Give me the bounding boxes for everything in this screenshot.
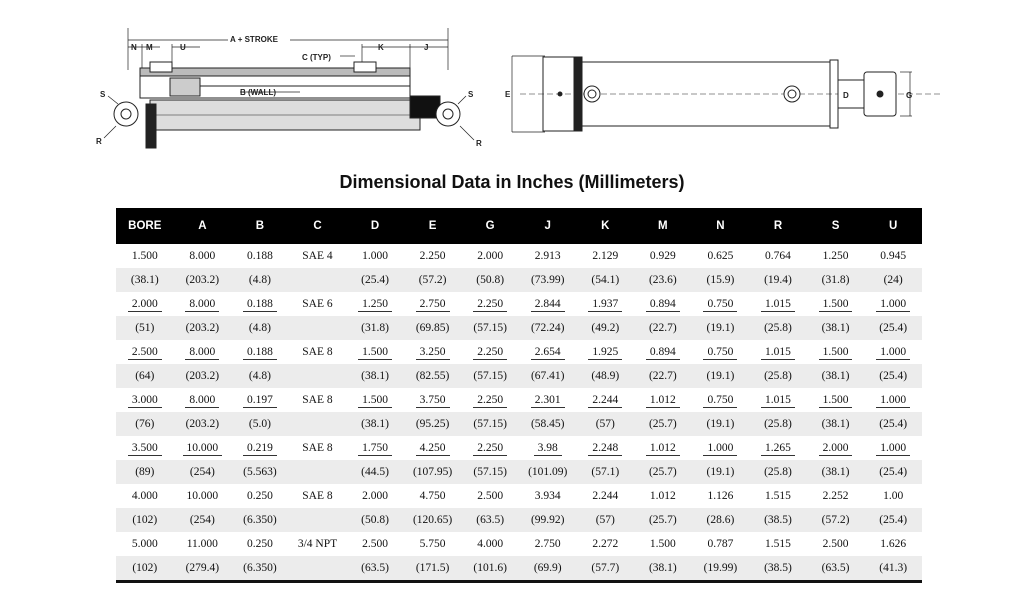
table-cell — [174, 388, 232, 412]
table-cell: (25.7) — [634, 460, 692, 484]
table-cell: (203.2) — [174, 412, 232, 436]
cell-value: 2.244 — [588, 394, 622, 408]
table-cell: (57.2) — [404, 268, 462, 292]
column-header: K — [577, 208, 635, 244]
table-cell: 0.250 — [246, 538, 273, 550]
dimension-table — [116, 208, 922, 583]
table-cell: (4.8) — [231, 268, 289, 292]
table-cell: 1.250 — [822, 250, 849, 262]
table-row — [116, 508, 922, 532]
table-cell: 5.000 — [131, 538, 158, 550]
table-cell: (6.350) — [231, 556, 289, 580]
cell-value: 2.250 — [473, 298, 507, 312]
table-cell — [116, 340, 174, 364]
cell-value: 0.750 — [703, 394, 737, 408]
table-cell — [289, 316, 347, 340]
cell-value: 1.000 — [876, 394, 910, 408]
cylinder-drawings — [0, 0, 1024, 170]
cell-value: 3.000 — [128, 394, 162, 408]
table-cell: (38.5) — [749, 556, 807, 580]
table-cell: (82.55) — [404, 364, 462, 388]
table-row — [116, 340, 922, 364]
table-cell — [116, 388, 174, 412]
table-cell: (5.563) — [231, 460, 289, 484]
table-cell: (254) — [174, 508, 232, 532]
table-cell: 1.515 — [765, 490, 791, 502]
cell-value: 2.301 — [531, 394, 565, 408]
column-header: B — [231, 208, 289, 244]
table-cell: 2.750 — [534, 538, 561, 550]
cell-value: 1.000 — [876, 298, 910, 312]
table-row — [116, 244, 922, 268]
table-cell: 2.250 — [419, 250, 446, 262]
column-header: A — [174, 208, 232, 244]
table-cell: (22.7) — [634, 364, 692, 388]
table-cell: (63.5) — [346, 556, 404, 580]
table-cell — [519, 436, 577, 460]
table-row — [116, 532, 922, 556]
table-cell: 1.626 — [880, 538, 907, 550]
table-cell — [346, 340, 404, 364]
table-row — [116, 292, 922, 316]
table-cell — [346, 388, 404, 412]
table-cell: 10.000 — [186, 490, 219, 502]
g-label: G — [906, 91, 913, 100]
table-cell — [634, 340, 692, 364]
table-cell — [692, 436, 750, 460]
cell-value: 3.750 — [416, 394, 450, 408]
table-cell — [749, 340, 807, 364]
table-cell: (254) — [174, 460, 232, 484]
table-cell: (25.7) — [634, 508, 692, 532]
table-cell: 0.188 — [246, 250, 273, 262]
cell-value: 8.000 — [185, 394, 219, 408]
table-cell: 0.945 — [880, 250, 907, 262]
table-cell: (19.1) — [692, 364, 750, 388]
table-cell — [289, 268, 347, 292]
table-cell: 2.500 — [822, 538, 849, 550]
table-cell: (69.85) — [404, 316, 462, 340]
table-cell: (67.41) — [519, 364, 577, 388]
table-cell: (51) — [116, 316, 174, 340]
table-row — [116, 484, 922, 508]
table-cell: 1.00 — [883, 490, 904, 502]
cell-value: 8.000 — [185, 346, 219, 360]
table-cell: 2.000 — [477, 250, 504, 262]
table-cell: (171.5) — [404, 556, 462, 580]
table-cell: (101.09) — [519, 460, 577, 484]
table-cell: (38.5) — [749, 508, 807, 532]
table-cell — [346, 436, 404, 460]
cell-value: 0.197 — [243, 394, 277, 408]
table-cell: (102) — [116, 556, 174, 580]
table-cell — [807, 436, 865, 460]
table-cell: (57) — [577, 412, 635, 436]
table-cell: (19.99) — [692, 556, 750, 580]
cell-value: 0.188 — [243, 298, 277, 312]
table-cell: SAE 8 — [302, 490, 333, 502]
table-row — [116, 316, 922, 340]
table-cell: (25.4) — [864, 460, 922, 484]
table-cell — [289, 412, 347, 436]
table-cell: (76) — [116, 412, 174, 436]
table-cell: 0.250 — [246, 490, 273, 502]
cell-value: 2.250 — [473, 346, 507, 360]
cell-value: 0.894 — [646, 346, 680, 360]
table-cell — [404, 436, 462, 460]
table-cell: (99.92) — [519, 508, 577, 532]
n-label: N — [131, 43, 137, 52]
table-cell: 2.244 — [592, 490, 619, 502]
cell-value: 2.248 — [588, 442, 622, 456]
table-cell: 2.272 — [592, 538, 619, 550]
column-header: J — [519, 208, 577, 244]
page-title: Dimensional Data in Inches (Millimeters) — [339, 172, 685, 192]
table-cell: 3/4 NPT — [297, 538, 338, 550]
table-cell — [577, 292, 635, 316]
table-cell — [461, 340, 519, 364]
table-cell: (24) — [864, 268, 922, 292]
table-cell: (31.8) — [807, 268, 865, 292]
column-header: M — [634, 208, 692, 244]
cell-value: 0.219 — [243, 442, 277, 456]
table-cell: (38.1) — [346, 364, 404, 388]
table-cell: (57.2) — [807, 508, 865, 532]
table-cell: (64) — [116, 364, 174, 388]
cell-value: 3.500 — [128, 442, 162, 456]
table-cell: 2.252 — [822, 490, 849, 502]
table-cell: (6.350) — [231, 508, 289, 532]
table-cell — [346, 292, 404, 316]
table-cell: (28.6) — [692, 508, 750, 532]
cell-value: 1.015 — [761, 394, 795, 408]
table-cell: (38.1) — [116, 268, 174, 292]
table-cell: (25.4) — [864, 316, 922, 340]
table-cell — [807, 388, 865, 412]
table-cell — [577, 340, 635, 364]
table-cell: (203.2) — [174, 268, 232, 292]
cell-value: 2.500 — [128, 346, 162, 360]
table-cell: (15.9) — [692, 268, 750, 292]
table-row — [116, 388, 922, 412]
column-header: E — [404, 208, 462, 244]
table-cell: (31.8) — [346, 316, 404, 340]
cell-value: 1.000 — [703, 442, 737, 456]
column-header: C — [289, 208, 347, 244]
table-cell: SAE 8 — [302, 442, 333, 454]
cell-value: 0.750 — [703, 298, 737, 312]
table-cell: 2.000 — [362, 490, 388, 502]
table-cell: SAE 6 — [302, 298, 333, 310]
table-cell: (50.8) — [346, 508, 404, 532]
table-cell: 1.500 — [649, 538, 676, 550]
table-cell: 0.625 — [707, 250, 734, 262]
table-cell — [404, 388, 462, 412]
table-cell: (57) — [577, 508, 635, 532]
table-cell — [519, 388, 577, 412]
s-left-label: S — [100, 90, 106, 99]
cell-value: 1.012 — [646, 442, 680, 456]
table-cell — [692, 388, 750, 412]
table-cell: (120.65) — [404, 508, 462, 532]
table-cell: (4.8) — [231, 316, 289, 340]
table-cell: (38.1) — [634, 556, 692, 580]
table-cell: (48.9) — [577, 364, 635, 388]
table-cell: (23.6) — [634, 268, 692, 292]
table-cell: (38.1) — [346, 412, 404, 436]
table-cell: 3.934 — [534, 490, 561, 502]
cell-value: 10.000 — [183, 442, 223, 456]
table-cell — [174, 340, 232, 364]
column-header: D — [346, 208, 404, 244]
c-label: C (TYP) — [302, 53, 331, 62]
outline-view-drawing — [512, 56, 940, 132]
table-cell — [519, 340, 577, 364]
cell-value: 1.015 — [761, 346, 795, 360]
cell-value: 3.98 — [534, 442, 562, 456]
table-cell: 1.000 — [362, 250, 388, 262]
table-cell: 0.764 — [765, 250, 791, 262]
table-cell: (25.8) — [749, 460, 807, 484]
table-cell: SAE 4 — [302, 250, 333, 262]
cell-value: 1.750 — [358, 442, 392, 456]
table-cell: (50.8) — [461, 268, 519, 292]
cell-value: 4.250 — [416, 442, 450, 456]
table-cell: (4.8) — [231, 364, 289, 388]
cell-value: 3.250 — [416, 346, 450, 360]
table-cell — [749, 292, 807, 316]
cell-value: 1.250 — [358, 298, 392, 312]
table-cell — [231, 388, 289, 412]
stroke-label: A + STROKE — [230, 35, 278, 44]
table-cell: 8.000 — [189, 250, 216, 262]
table-cell: (19.1) — [692, 412, 750, 436]
table-cell: (19.1) — [692, 460, 750, 484]
table-row — [116, 268, 922, 292]
cell-value: 1.500 — [358, 346, 392, 360]
table-cell — [519, 292, 577, 316]
table-cell — [692, 340, 750, 364]
table-cell: (58.45) — [519, 412, 577, 436]
table-cell: (25.4) — [864, 364, 922, 388]
table-cell — [864, 388, 922, 412]
table-cell — [289, 364, 347, 388]
table-cell: 4.000 — [477, 538, 504, 550]
table-cell: (102) — [116, 508, 174, 532]
table-cell: (279.4) — [174, 556, 232, 580]
table-cell: (25.4) — [864, 508, 922, 532]
table-cell — [289, 556, 347, 580]
cell-value: 2.000 — [128, 298, 162, 312]
table-cell: (25.4) — [864, 412, 922, 436]
table-cell: 5.750 — [419, 538, 446, 550]
s-right-label: S — [468, 90, 474, 99]
cell-value: 1.500 — [819, 346, 853, 360]
table-cell: (73.99) — [519, 268, 577, 292]
table-cell — [634, 436, 692, 460]
d-label: D — [843, 91, 849, 100]
cell-value: 1.265 — [761, 442, 795, 456]
table-cell: 4.000 — [131, 490, 158, 502]
table-cell: 1.515 — [765, 538, 791, 550]
table-cell: (63.5) — [807, 556, 865, 580]
table-cell — [749, 436, 807, 460]
table-cell: (44.5) — [346, 460, 404, 484]
table-cell: (38.1) — [807, 364, 865, 388]
table-cell: 2.500 — [362, 538, 388, 550]
table-cell: 11.000 — [186, 538, 218, 550]
cell-value: 2.844 — [531, 298, 565, 312]
table-cell: (38.1) — [807, 316, 865, 340]
cell-value: 1.000 — [876, 346, 910, 360]
column-header: BORE — [116, 208, 174, 244]
table-cell: (72.24) — [519, 316, 577, 340]
cell-value: 1.937 — [588, 298, 622, 312]
cell-value: 0.188 — [243, 346, 277, 360]
table-cell — [231, 436, 289, 460]
table-cell — [404, 340, 462, 364]
table-cell: 2.500 — [477, 490, 504, 502]
column-header: U — [864, 208, 922, 244]
table-cell — [404, 292, 462, 316]
table-cell: (69.9) — [519, 556, 577, 580]
cell-value: 1.925 — [588, 346, 622, 360]
cell-value: 1.012 — [646, 394, 680, 408]
table-cell — [461, 388, 519, 412]
cell-value: 1.500 — [819, 394, 853, 408]
column-header: G — [461, 208, 519, 244]
table-cell: 1.126 — [707, 490, 734, 502]
table-cell: (203.2) — [174, 364, 232, 388]
cell-value: 1.015 — [761, 298, 795, 312]
table-cell: (25.4) — [346, 268, 404, 292]
table-cell: (57.15) — [461, 460, 519, 484]
r-left-label: R — [96, 137, 102, 146]
table-cell — [461, 436, 519, 460]
table-cell — [174, 436, 232, 460]
table-cell: (25.8) — [749, 316, 807, 340]
table-cell — [864, 436, 922, 460]
table-cell — [864, 292, 922, 316]
table-cell: 1.012 — [649, 490, 676, 502]
table-cell — [634, 292, 692, 316]
column-header: R — [749, 208, 807, 244]
table-cell — [577, 388, 635, 412]
table-cell: 0.929 — [649, 250, 676, 262]
table-cell: 2.913 — [534, 250, 561, 262]
table-cell: (57.7) — [577, 556, 635, 580]
table-cell — [807, 292, 865, 316]
table-cell: (49.2) — [577, 316, 635, 340]
table-cell: 1.500 — [131, 250, 158, 262]
m-label: M — [146, 43, 153, 52]
table-cell: (57.15) — [461, 316, 519, 340]
table-cell — [116, 436, 174, 460]
table-header-row — [116, 208, 922, 244]
table-cell — [116, 292, 174, 316]
u-label: U — [180, 43, 186, 52]
table-body — [116, 244, 922, 580]
table-cell: 2.129 — [592, 250, 619, 262]
table-cell: (19.4) — [749, 268, 807, 292]
column-header: N — [692, 208, 750, 244]
e-label: E — [505, 90, 511, 99]
table-cell — [692, 292, 750, 316]
cell-value: 1.000 — [876, 442, 910, 456]
cell-value: 2.654 — [531, 346, 565, 360]
table-cell — [807, 340, 865, 364]
table-cell: (57.15) — [461, 412, 519, 436]
table-cell: (41.3) — [864, 556, 922, 580]
table-cell — [577, 436, 635, 460]
table-cell: (107.95) — [404, 460, 462, 484]
table-cell: (38.1) — [807, 460, 865, 484]
table-cell: (5.0) — [231, 412, 289, 436]
table-cell: (25.8) — [749, 364, 807, 388]
table-row — [116, 436, 922, 460]
table-cell: (25.7) — [634, 412, 692, 436]
table-cell: (38.1) — [807, 412, 865, 436]
table-cell: (22.7) — [634, 316, 692, 340]
k-label: K — [378, 43, 384, 52]
table-cell — [749, 388, 807, 412]
table-cell: (95.25) — [404, 412, 462, 436]
table-cell: (89) — [116, 460, 174, 484]
table-cell — [174, 292, 232, 316]
table-cell: (57.15) — [461, 364, 519, 388]
table-bottom-rule — [116, 580, 922, 583]
table-cell: (63.5) — [461, 508, 519, 532]
table-cell — [231, 292, 289, 316]
cell-value: 2.750 — [416, 298, 450, 312]
table-cell: (25.8) — [749, 412, 807, 436]
side-view-drawing — [104, 28, 474, 148]
table-cell: SAE 8 — [302, 346, 333, 358]
table-cell — [461, 292, 519, 316]
table-cell: 0.787 — [707, 538, 734, 550]
table-cell: SAE 8 — [302, 394, 333, 406]
cell-value: 2.250 — [473, 394, 507, 408]
column-header: S — [807, 208, 865, 244]
cell-value: 8.000 — [185, 298, 219, 312]
table-row — [116, 364, 922, 388]
table-cell: (19.1) — [692, 316, 750, 340]
cell-value: 1.500 — [819, 298, 853, 312]
table-cell — [289, 460, 347, 484]
cell-value: 0.894 — [646, 298, 680, 312]
table-cell: 4.750 — [419, 490, 446, 502]
cell-value: 0.750 — [703, 346, 737, 360]
table-cell — [289, 508, 347, 532]
table-cell: (203.2) — [174, 316, 232, 340]
b-label: B (WALL) — [240, 88, 276, 97]
table-cell: (57.1) — [577, 460, 635, 484]
table-cell — [231, 340, 289, 364]
table-row — [116, 460, 922, 484]
table-cell: (101.6) — [461, 556, 519, 580]
table-row — [116, 556, 922, 580]
table-cell — [864, 340, 922, 364]
j-label: J — [424, 43, 429, 52]
cell-value: 2.250 — [473, 442, 507, 456]
table-cell — [634, 388, 692, 412]
cell-value: 1.500 — [358, 394, 392, 408]
r-right-label: R — [476, 139, 482, 148]
table-row — [116, 412, 922, 436]
cell-value: 2.000 — [819, 442, 853, 456]
table-cell: (54.1) — [577, 268, 635, 292]
